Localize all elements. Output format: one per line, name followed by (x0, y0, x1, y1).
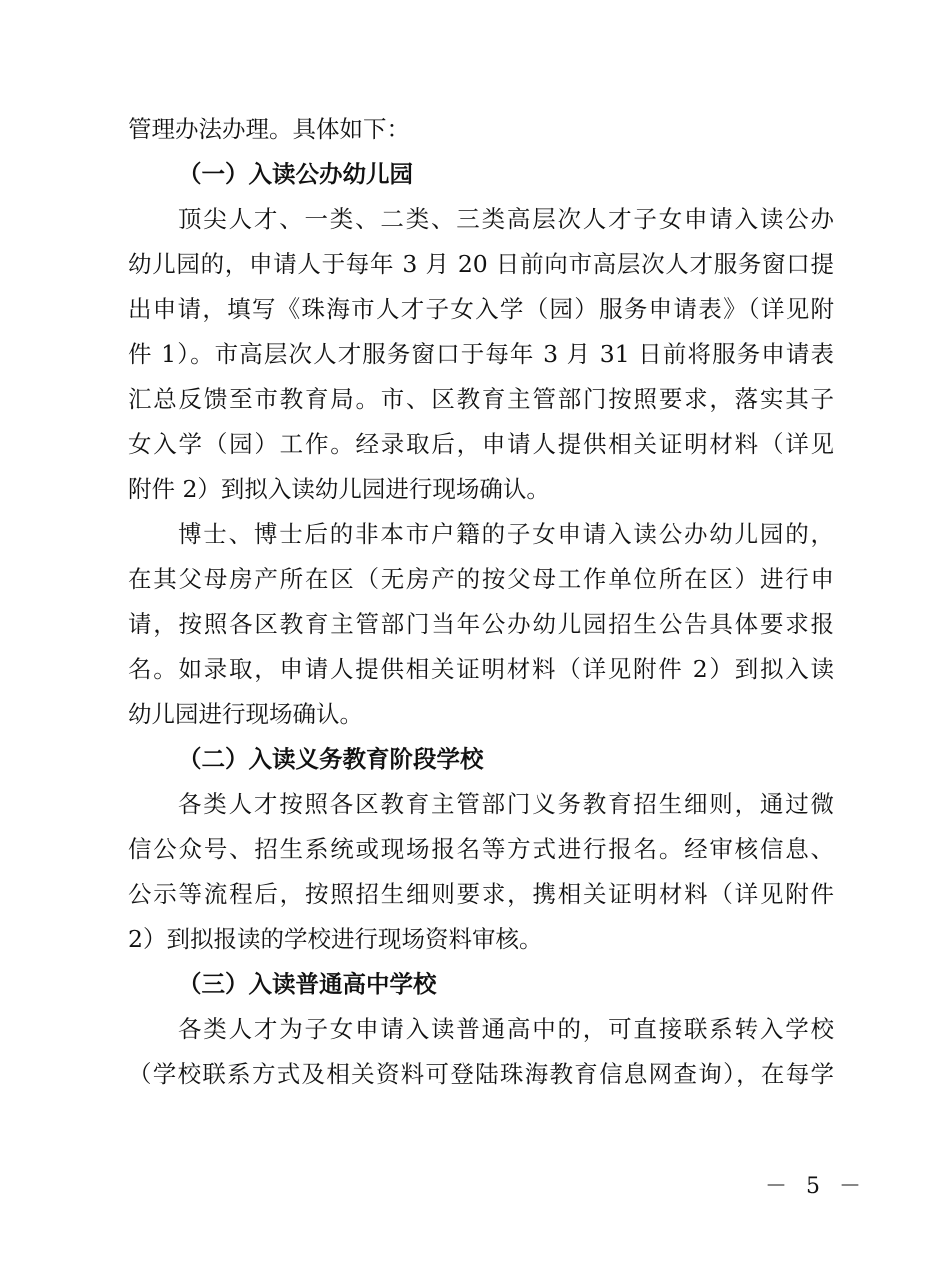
paragraph-line: 汇总反馈至市教育局。市、区教育主管部门按照要求，落实其子 (128, 385, 834, 413)
paragraph-line: 名。如录取，申请人提供相关证明材料（详见附件 2）到拟入读 (128, 655, 834, 683)
paragraph-line: 请，按照各区教育主管部门当年公办幼儿园招生公告具体要求报 (128, 610, 834, 638)
paragraph-line: 附件 2）到拟入读幼儿园进行现场确认。 (128, 475, 550, 503)
paragraph-line: 幼儿园的，申请人于每年 3 月 20 日前向市高层次人才服务窗口提 (128, 250, 834, 278)
section-heading-kindergarten: （一）入读公办幼儿园 (178, 160, 413, 188)
page-number: － 5 － (765, 1174, 867, 1199)
section-heading-compulsory-education: （二）入读义务教育阶段学校 (178, 745, 484, 773)
paragraph-line: 2）到拟报读的学校进行现场资料审核。 (128, 925, 543, 953)
paragraph-line: 信公众号、招生系统或现场报名等方式进行报名。经审核信息、 (128, 835, 834, 863)
paragraph-continuation-line: 管理办法办理。具体如下： (128, 115, 410, 143)
paragraph-line: 顶尖人才、一类、二类、三类高层次人才子女申请入读公办 (178, 205, 834, 233)
paragraph-line: 件 1）。市高层次人才服务窗口于每年 3 月 31 日前将服务申请表 (128, 340, 834, 368)
section-heading-high-school: （三）入读普通高中学校 (178, 970, 437, 998)
paragraph-line: 各类人才按照各区教育主管部门义务教育招生细则，通过微 (178, 790, 834, 818)
paragraph-line: 博士、博士后的非本市户籍的子女申请入读公办幼儿园的， (178, 520, 834, 548)
paragraph-line: 公示等流程后，按照招生细则要求，携相关证明材料（详见附件 (128, 880, 834, 908)
paragraph-line: 在其父母房产所在区（无房产的按父母工作单位所在区）进行申 (128, 565, 834, 593)
paragraph-line: （学校联系方式及相关资料可登陆珠海教育信息网查询），在每学 (128, 1060, 834, 1088)
paragraph-line: 各类人才为子女申请入读普通高中的，可直接联系转入学校 (178, 1015, 834, 1043)
paragraph-line: 幼儿园进行现场确认。 (128, 700, 363, 728)
paragraph-line: 出申请，填写《珠海市人才子女入学（园）服务申请表》（详见附 (128, 295, 834, 323)
paragraph-line: 女入学（园）工作。经录取后，申请人提供相关证明材料（详见 (128, 430, 834, 458)
